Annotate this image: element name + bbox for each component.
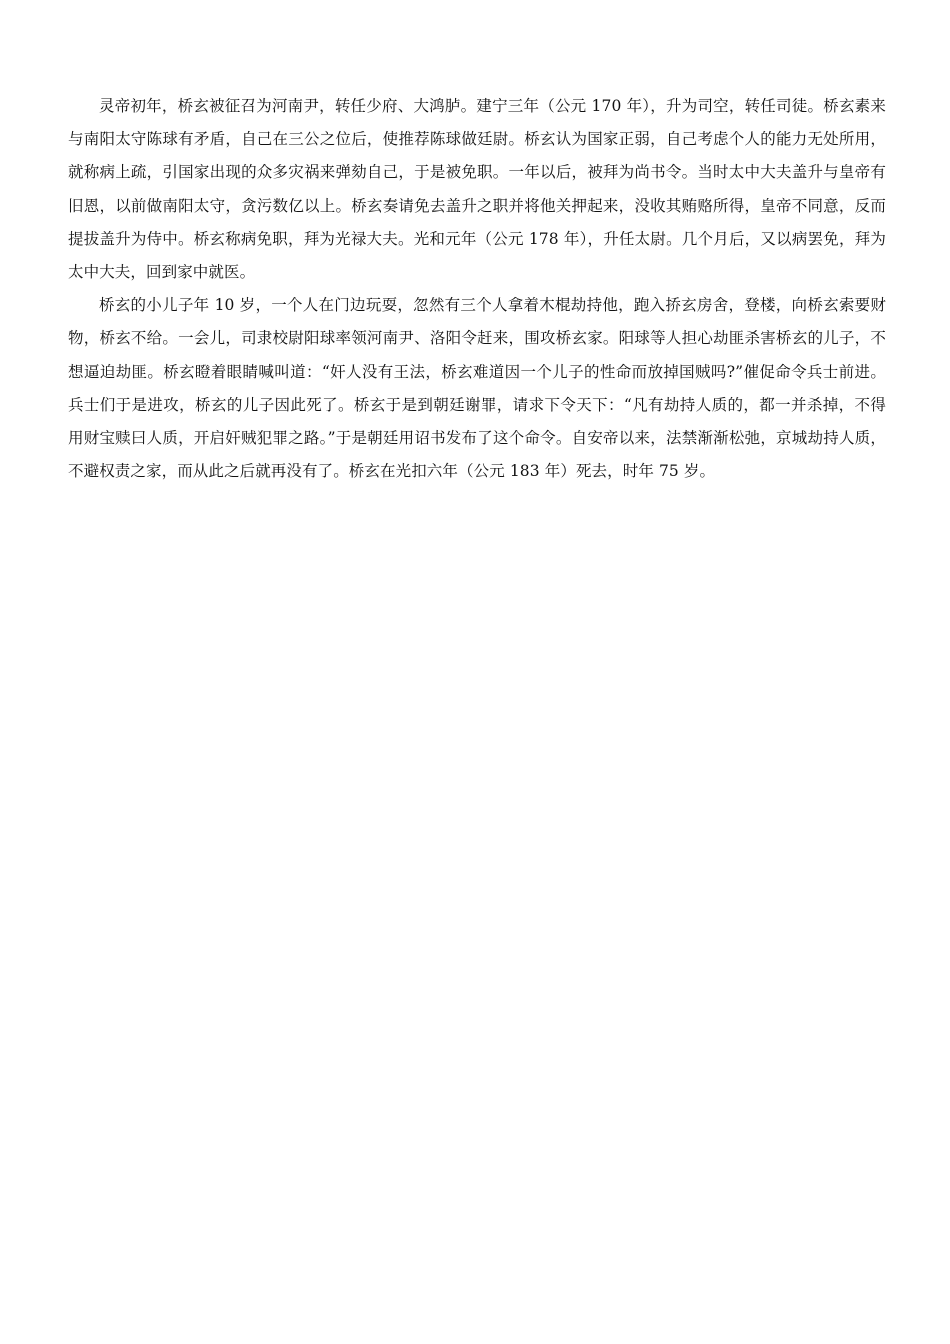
paragraph-1: 灵帝初年，桥玄被征召为河南尹，转任少府、大鸿胪。建宁三年（公元 170 年），升为司空，转任司徒。桥玄素来与南阳太守陈球有矛盾，自己在三公之位后，使推荐陈球做廷尉。桥玄认为国家正弱，自己考虑个人的能力无处所用，就称病上疏，引国家出现的众多灾祸来弹劾自己，于是被免职。一年以后，被拜为尚书令。当时太中大夫盖升与皇帝有旧恩，以前做南阳太守，贪污数亿以上。桥玄奏请免去盖升之职并将他关押起来，没收其贿赂所得，皇帝不同意，反而提拔盖升为侍中。桥玄称病免职，拜为光禄大夫。光和元年（公元 178 年），升任太尉。几个月后，又以病罢免，拜为太中大夫，回到家中就医。 (68, 97, 886, 282)
document-body (68, 90, 886, 488)
paragraph-2: 桥玄的小儿子年 10 岁，一个人在门边玩耍，忽然有三个人拿着木棍劫持他，跑入挢玄房舍，登楼，向桥玄索要财物，桥玄不给。一会儿，司隶校尉阳球率领河南尹、洛阳令赶来，围攻桥玄家。阳球等人担心劫匪杀害桥玄的儿子，不想逼迫劫匪。桥玄瞪着眼睛喊叫道：“奸人没有王法，桥玄难道因一个儿子的性命而放掉国贼吗?”催促命令兵士前进。兵士们于是进攻，桥玄的儿子因此死了。桥玄于是到朝廷谢罪，请求下令天下：“凡有劫持人质的，都一并杀掉，不得用财宝赎曰人质，开启奸贼犯罪之路。”于是朝廷用诏书发布了这个命令。自安帝以来，法禁渐渐松弛，京城劫持人质，不避权责之家，而从此之后就再没有了。桥玄在光扣六年（公元 183 年）死去，时年 75 岁。 (68, 296, 886, 481)
